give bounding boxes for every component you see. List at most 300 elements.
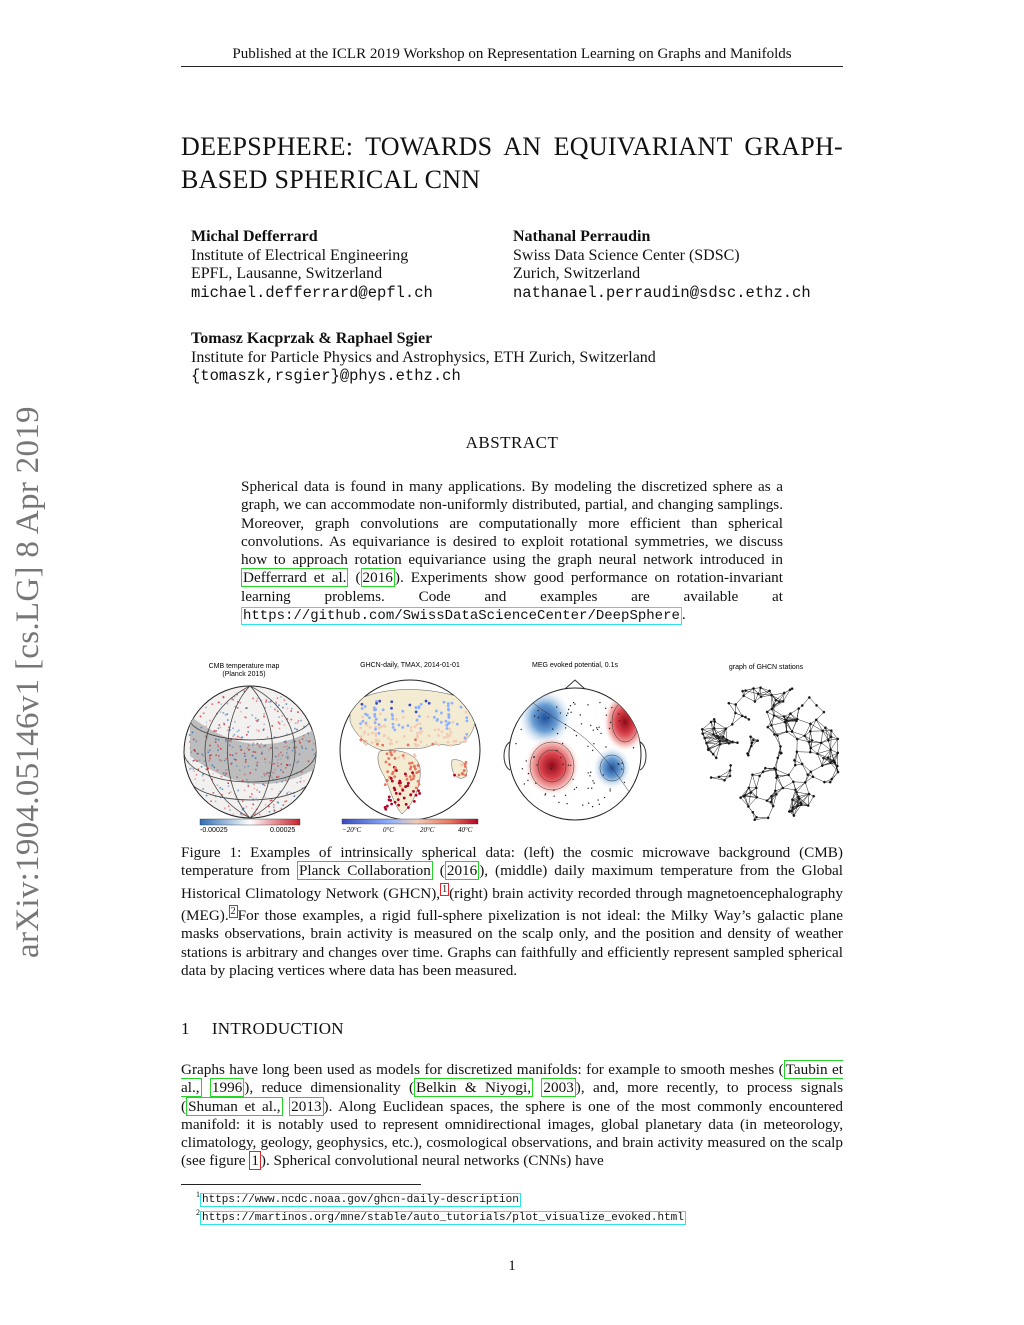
graph-vertex	[789, 689, 791, 691]
sensor-marker	[560, 712, 561, 713]
station-marker	[453, 774, 456, 777]
citation-link[interactable]: Shuman et al.,	[188, 1097, 281, 1115]
cmb-title: CMB temperature map	[208, 663, 280, 670]
graph-vertex	[785, 719, 787, 721]
sensor-marker	[609, 790, 610, 791]
ghcn-tick: 0°C	[383, 826, 394, 834]
cmb-pixel	[213, 792, 215, 794]
cmb-pixel	[248, 785, 250, 787]
station-marker	[406, 784, 409, 787]
cmb-pixel	[285, 756, 287, 758]
graph-vertex	[752, 687, 754, 689]
station-marker	[386, 770, 389, 773]
cmb-pixel	[271, 788, 273, 790]
station-marker	[449, 731, 452, 734]
graph-vertex	[751, 774, 753, 776]
author-name: Tomasz Kacprzak & Raphael Sgier	[191, 330, 433, 347]
cmb-pixel	[206, 769, 208, 771]
station-marker	[384, 783, 387, 786]
sensor-marker	[597, 799, 598, 800]
citation-year-link[interactable]: 2016	[446, 862, 478, 880]
cmb-pixel	[239, 702, 241, 704]
station-marker	[395, 792, 398, 795]
cmb-pixel	[227, 730, 229, 732]
author-block-1	[191, 228, 511, 302]
cmb-pixel	[305, 748, 307, 750]
cmb-pixel	[252, 804, 254, 806]
station-marker	[465, 716, 468, 719]
cmb-pixel	[270, 800, 272, 802]
graph-vertex	[830, 730, 832, 732]
cmb-pixel	[303, 780, 305, 782]
station-marker	[374, 728, 377, 731]
cmb-pixel	[271, 725, 273, 727]
sensor-marker	[589, 775, 590, 776]
citation-year-link[interactable]: 2013	[291, 1097, 322, 1115]
station-marker	[443, 701, 446, 704]
cmb-pixel	[263, 746, 265, 748]
cmb-pixel	[215, 741, 217, 743]
cmb-pixel	[296, 729, 298, 731]
graph-vertex	[794, 764, 796, 766]
author-email[interactable]: nathanael.perraudin@sdsc.ethz.ch	[513, 283, 811, 302]
cmb-pixel	[252, 698, 254, 700]
graph-vertex	[820, 742, 822, 744]
graph-vertex	[710, 721, 712, 723]
cmb-pixel	[209, 749, 211, 751]
cmb-pixel	[296, 746, 298, 748]
sensor-marker	[556, 750, 557, 751]
graph-edge	[828, 739, 837, 740]
cmb-pixel	[220, 748, 222, 750]
station-marker	[385, 761, 388, 764]
cmb-pixel	[230, 791, 232, 793]
cmb-pixel	[294, 728, 296, 730]
cmb-pixel	[189, 734, 191, 736]
station-marker	[408, 704, 411, 707]
station-marker	[415, 710, 418, 713]
station-marker	[390, 739, 393, 742]
station-marker	[409, 794, 412, 797]
sensor-marker	[603, 774, 604, 775]
sensor-marker	[605, 708, 606, 709]
cmb-pixel	[210, 800, 212, 802]
cmb-pixel	[273, 809, 275, 811]
station-marker	[437, 734, 440, 737]
station-marker	[440, 721, 443, 724]
cmb-pixel	[294, 795, 296, 797]
graph-vertex	[788, 774, 790, 776]
sensor-marker	[621, 763, 622, 764]
sensor-marker	[605, 746, 606, 747]
station-marker	[399, 792, 402, 795]
graph-vertex	[726, 739, 728, 741]
cmb-pixel	[239, 737, 241, 739]
cmb-pixel	[246, 734, 248, 736]
graph-vertex	[735, 703, 737, 705]
cmb-pixel	[296, 762, 298, 764]
cmb-pixel	[229, 745, 231, 747]
station-marker	[384, 718, 387, 721]
caption-text: For those examples, a rigid full-sphere pixelization is not ideal: the Milky Way’s galactic plane masks observations, brain activity is measured on the scalp only, and the position and density of weather stations is arbitrary and changes over time. Graphs can faithfully and efficiently represent sampled spherical data by placing vertices where data has been measured.	[181, 907, 843, 979]
footnote-url-link[interactable]: https://martinos.org/mne/stable/auto_tutorials/plot_visualize_evoked.html	[202, 1211, 684, 1224]
graph-edge	[811, 766, 822, 772]
station-marker	[415, 794, 418, 797]
page-number: 1	[508, 1258, 516, 1274]
introduction-paragraph	[181, 1061, 843, 1171]
station-marker	[390, 754, 393, 757]
cmb-pixel	[225, 739, 227, 741]
graph-vertex	[808, 793, 810, 795]
sensor-marker	[553, 790, 554, 791]
cmb-pixel	[240, 746, 242, 748]
cmb-pixel	[217, 784, 219, 786]
station-marker	[409, 775, 412, 778]
cmb-pixel	[297, 761, 299, 763]
graph-vertex	[829, 762, 831, 764]
cmb-pixel	[202, 775, 204, 777]
sensor-marker	[619, 720, 620, 721]
footnote-2-link[interactable]: 2	[230, 905, 236, 917]
station-marker	[362, 720, 365, 723]
cmb-pixel	[282, 780, 284, 782]
graph-vertex	[823, 711, 825, 713]
cmb-pixel	[228, 805, 230, 807]
sensor-marker	[570, 705, 571, 706]
graph-vertex	[773, 733, 775, 735]
cmb-pixel	[258, 719, 260, 721]
abstract-text-part: Spherical data is found in many applications. By modeling the discretized sphere as a graph, we can accommodate non-uniformly distributed, partial, and changing samplings. Moreover, graph convolutions are computationally more efficient than spherical convolutions. As equivariance is desired to exploit rotational symmetries, we discuss how to approach rotation equivariance using the graph neural network introduced in	[241, 478, 783, 569]
sensor-marker	[566, 803, 567, 804]
station-marker	[407, 806, 410, 809]
cmb-pixel	[225, 741, 227, 743]
cmb-pixel	[264, 775, 266, 777]
station-marker	[393, 775, 396, 778]
author-name: Nathanal Perraudin	[513, 228, 651, 245]
graph-vertex	[798, 707, 800, 709]
cmb-pixel	[284, 699, 286, 701]
cmb-pixel	[273, 772, 275, 774]
cmb-pixel	[257, 698, 259, 700]
graph-vertex	[792, 781, 794, 783]
cmb-pixel	[278, 704, 280, 706]
graph-title: graph of GHCN stations	[728, 664, 804, 671]
graph-edge	[802, 764, 808, 775]
cmb-pixel	[193, 739, 195, 741]
cmb-pixel	[199, 760, 201, 762]
caption-text: , (middle) daily maximum temperature from the Global Historical Climatology Network (GHCN),	[181, 862, 844, 902]
cmb-pixel	[287, 708, 289, 710]
ghcn-title: GHCN-daily, TMAX, 2014-01-01	[360, 662, 460, 669]
cmb-pixel	[241, 737, 243, 739]
sensor-marker	[574, 730, 575, 731]
graph-vertex	[786, 731, 788, 733]
station-marker	[436, 719, 439, 722]
graph-vertex	[744, 716, 746, 718]
graph-edge	[795, 782, 805, 790]
station-marker	[388, 763, 391, 766]
cmb-pixel	[264, 796, 266, 798]
graph-vertex	[714, 720, 716, 722]
station-marker	[411, 761, 414, 764]
citation-year-link[interactable]: 2016	[362, 569, 393, 587]
cmb-pixel	[222, 789, 224, 791]
cmb-pixel	[285, 742, 287, 744]
graph-vertex	[750, 745, 752, 747]
cmb-pixel	[307, 733, 309, 735]
citation-year-link[interactable]: 1996	[211, 1079, 243, 1097]
cmb-pixel	[215, 754, 217, 756]
graph-vertex	[800, 803, 802, 805]
cmb-pixel	[218, 755, 220, 757]
graph-edge	[775, 778, 776, 791]
cmb-subtitle: (Planck 2015)	[222, 671, 266, 678]
graph-vertex	[719, 740, 721, 742]
cmb-pixel	[280, 763, 282, 765]
cmb-pixel	[256, 789, 258, 791]
station-marker	[393, 787, 396, 790]
cmb-pixel	[215, 739, 217, 741]
graph-edge	[797, 719, 810, 724]
sensor-marker	[604, 797, 605, 798]
cmb-pixel	[244, 766, 246, 768]
intro-text: ), reduce dimensionality (	[244, 1079, 415, 1097]
graph-edge	[752, 775, 756, 788]
graph-edge	[792, 721, 796, 732]
cmb-pixel	[237, 790, 239, 792]
graph-vertex	[807, 774, 809, 776]
station-marker	[446, 736, 449, 739]
author-email[interactable]: {tomaszk,rsgier}@phys.ethz.ch	[191, 367, 461, 385]
graph-edge	[797, 752, 802, 764]
arxiv-identifier-stamp[interactable]: arXiv:1904.05146v1 [cs.LG] 8 Apr 2019	[10, 406, 46, 958]
station-marker	[446, 727, 449, 730]
station-marker	[383, 725, 386, 728]
cmb-pixel	[267, 772, 269, 774]
cmb-pixel	[276, 776, 278, 778]
footnote-url-link[interactable]: https://www.ncdc.noaa.gov/ghcn-daily-description	[202, 1193, 519, 1206]
graph-vertex	[823, 781, 825, 783]
cmb-pixel	[227, 719, 229, 721]
graph-vertex	[808, 741, 810, 743]
station-marker	[384, 806, 387, 809]
cmb-pixel	[215, 730, 217, 732]
cmb-pixel	[202, 755, 204, 757]
cmb-pixel	[264, 785, 266, 787]
station-marker	[449, 734, 452, 737]
cmb-pixel	[236, 776, 238, 778]
cmb-colorbar-min: -0.00025	[200, 827, 228, 834]
cmb-pixel	[292, 750, 294, 752]
cmb-pixel	[288, 747, 290, 749]
sensor-marker	[593, 782, 594, 783]
graph-vertex	[795, 791, 797, 793]
station-marker	[418, 792, 421, 795]
meg-panel	[504, 662, 647, 820]
cmb-pixel	[232, 736, 234, 738]
station-marker	[375, 741, 378, 744]
station-marker	[402, 716, 405, 719]
sensor-marker	[567, 712, 568, 713]
footnote-2	[196, 1208, 686, 1224]
cmb-pixel	[190, 767, 192, 769]
station-marker	[363, 732, 366, 735]
graph-vertex	[775, 777, 777, 779]
graph-vertex	[725, 728, 727, 730]
cmb-pixel	[281, 720, 283, 722]
graph-vertex	[731, 741, 733, 743]
graph-edge	[768, 806, 773, 818]
graph-vertex	[827, 757, 829, 759]
graph-edge	[783, 782, 793, 788]
sensor-marker	[558, 802, 559, 803]
citation-link[interactable]: Belkin & Niyogi,	[416, 1079, 532, 1097]
sensor-marker	[533, 756, 534, 757]
cmb-pixel	[245, 759, 247, 761]
graph-edge	[761, 688, 770, 691]
github-url-link[interactable]: https://github.com/SwissDataScienceCenter/DeepSphere	[243, 608, 680, 625]
station-marker	[404, 773, 407, 776]
cmb-pixel	[213, 767, 215, 769]
citation-year-link[interactable]: 2003	[543, 1079, 574, 1097]
cmb-pixel	[265, 761, 267, 763]
cmb-pixel	[303, 735, 305, 737]
cmb-pixel	[261, 776, 263, 778]
station-marker	[441, 730, 444, 733]
cmb-pixel	[278, 722, 280, 724]
cmb-pixel	[229, 809, 231, 811]
cmb-pixel	[251, 796, 253, 798]
cmb-colorbar	[200, 819, 300, 825]
graph-vertex	[792, 807, 794, 809]
cmb-pixel	[312, 749, 314, 751]
station-marker	[401, 726, 404, 729]
cmb-pixel	[313, 753, 315, 755]
author-email[interactable]: michael.defferrard@epfl.ch	[191, 283, 433, 302]
station-marker	[417, 764, 420, 767]
cmb-pixel	[198, 753, 200, 755]
cmb-pixel	[286, 793, 288, 795]
cmb-pixel	[203, 713, 205, 715]
cmb-pixel	[223, 722, 225, 724]
sensor-marker	[536, 764, 537, 765]
graph-vertex	[836, 765, 838, 767]
graph-vertex	[767, 817, 769, 819]
cmb-pixel	[291, 719, 293, 721]
graph-vertex	[713, 718, 715, 720]
station-marker	[415, 723, 418, 726]
citation-link[interactable]: Planck Collaboration	[298, 862, 431, 880]
station-marker	[394, 801, 397, 804]
sensor-marker	[550, 768, 551, 769]
cmb-pixel	[259, 814, 261, 816]
section-number: 1	[181, 1019, 190, 1038]
sensor-marker	[582, 804, 583, 805]
cmb-pixel	[253, 784, 255, 786]
caption-text: (right) brain activity recorded through magnetoencephalography (MEG).	[181, 884, 843, 925]
intro-text: ). Spherical convolutional neural networks (CNNs) have	[260, 1152, 604, 1170]
sensor-marker	[587, 788, 588, 789]
graph-vertex	[755, 787, 757, 789]
graph-edge	[809, 731, 810, 742]
cmb-pixel	[246, 806, 248, 808]
caption-label: Figure 1:	[181, 844, 242, 861]
graph-vertex	[759, 687, 761, 689]
cmb-pixel	[203, 779, 205, 781]
graph-vertex	[751, 742, 753, 744]
station-marker	[390, 777, 393, 780]
cmb-pixel	[274, 709, 276, 711]
station-marker	[452, 721, 455, 724]
graph-vertex	[810, 747, 812, 749]
graph-vertex	[752, 811, 754, 813]
graph-vertex	[779, 745, 781, 747]
station-marker	[378, 700, 381, 703]
station-marker	[402, 754, 405, 757]
station-marker	[460, 706, 463, 709]
ghcn-temperature-panel	[340, 662, 480, 834]
cmb-pixel	[227, 703, 229, 705]
cmb-pixel	[280, 808, 282, 810]
graph-vertex	[793, 815, 795, 817]
cmb-pixel	[218, 728, 220, 730]
station-marker	[419, 740, 422, 743]
station-marker	[392, 726, 395, 729]
graph-vertex	[736, 742, 738, 744]
cmb-pixel	[275, 747, 277, 749]
sensor-marker	[565, 724, 566, 725]
sensor-marker	[538, 717, 539, 718]
sensor-marker	[587, 746, 588, 747]
station-marker	[448, 728, 451, 731]
station-marker	[434, 741, 437, 744]
cmb-pixel	[249, 725, 251, 727]
station-marker	[382, 708, 385, 711]
graph-vertex	[713, 727, 715, 729]
citation-link[interactable]: Defferrard et al.	[243, 569, 347, 587]
cmb-pixel	[273, 807, 275, 809]
sensor-marker	[593, 729, 594, 730]
cmb-pixel	[280, 752, 282, 754]
station-marker	[406, 778, 409, 781]
cmb-pixel	[259, 747, 261, 749]
station-marker	[409, 768, 412, 771]
cmb-pixel	[275, 701, 277, 703]
figure-ref-link[interactable]: 1	[251, 1152, 259, 1170]
cmb-pixel	[282, 804, 284, 806]
cmb-pixel	[235, 759, 237, 761]
sensor-marker	[527, 780, 528, 781]
station-marker	[394, 757, 397, 760]
station-marker	[399, 784, 402, 787]
station-marker	[413, 765, 416, 768]
citation-link[interactable]: Taubin et al.,	[181, 1061, 843, 1097]
station-marker	[460, 764, 463, 767]
graph-edge	[802, 697, 809, 705]
cmb-pixel	[278, 776, 280, 778]
station-marker	[391, 713, 394, 716]
graph-edge	[778, 776, 783, 788]
graph-vertex	[791, 730, 793, 732]
graph-vertex	[837, 752, 839, 754]
cmb-pixel	[244, 789, 246, 791]
station-marker	[394, 766, 397, 769]
graph-edge	[789, 765, 796, 775]
cmb-pixel	[255, 717, 257, 719]
graph-edge	[792, 732, 805, 736]
footnote-1-link[interactable]: 1	[442, 883, 448, 895]
station-marker	[371, 732, 374, 735]
